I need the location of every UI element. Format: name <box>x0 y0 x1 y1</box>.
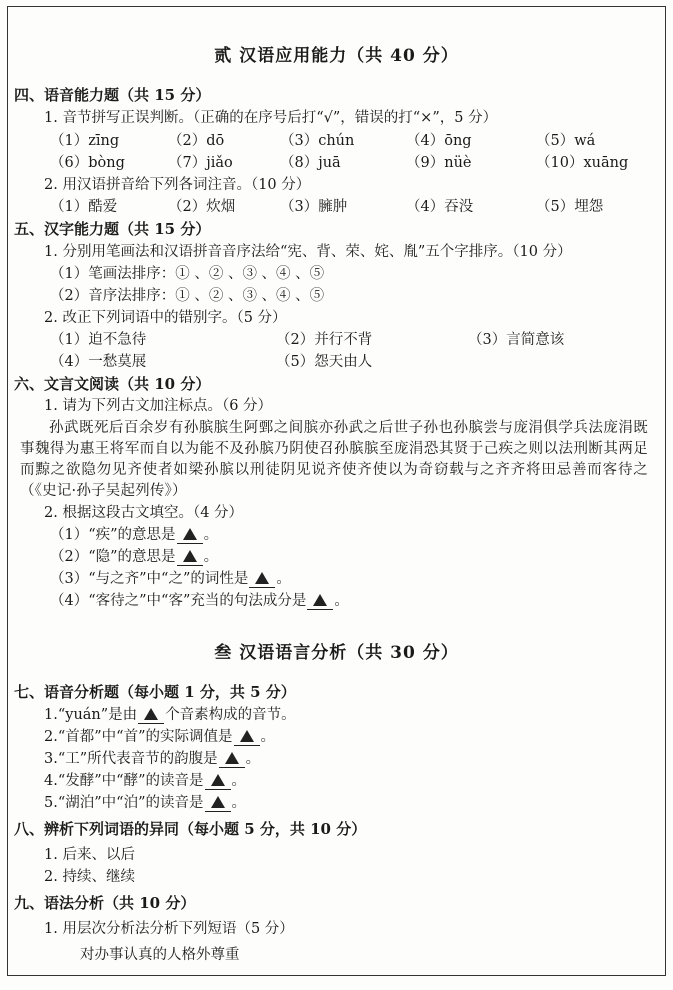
answer-blank[interactable] <box>205 795 231 812</box>
part3-title: 叁 汉语语言分析（共 30 分） <box>214 643 459 663</box>
fill-prompt: 5.“湖泊”中“泊”的读音是 <box>44 795 204 811</box>
fill-suffix: 个音素构成的音节。 <box>165 707 296 723</box>
triangle-icon <box>255 572 269 584</box>
s8-item: 1. 后来、以后 <box>44 847 135 863</box>
s9-phrase: 对办事认真的人格外尊重 <box>80 947 240 963</box>
s4-q1-item: （10）xuāng <box>536 155 629 171</box>
answer-blank[interactable] <box>219 751 245 768</box>
fill-prompt: 4.“发酵”中“酵”的读音是 <box>44 773 204 789</box>
s8-item: 2. 持续、继续 <box>44 869 135 885</box>
s7-item <box>44 705 296 725</box>
fill-suffix: 。 <box>231 773 246 789</box>
s5-q1-stroke-order: （1）笔画法排序：① 、② 、③ 、④ 、⑤ <box>50 266 325 282</box>
section4-heading: 四、语音能力题（共 15 分） <box>14 86 211 104</box>
s5-q1-prompt: 1. 分别用笔画法和汉语拼音音序法给“宪、背、荣、姹、胤”五个字排序。（10 分） <box>44 244 572 260</box>
fill-prompt: 3.“工”所代表音节的韵腹是 <box>44 751 218 767</box>
fill-suffix: 。 <box>260 729 275 745</box>
fill-prompt: （3）“与之齐”中“之”的词性是 <box>50 571 249 587</box>
s4-q1-item: （7）jiǎo <box>168 155 233 171</box>
s4-q2-item: （3）臃肿 <box>280 199 348 215</box>
s4-q1-item: （5）wá <box>536 133 596 149</box>
s6-q2-item <box>50 591 349 611</box>
s5-q1-pinyin-order: （2）音序法排序：① 、② 、③ 、④ 、⑤ <box>50 288 325 304</box>
s5-q2-item: （1）迫不急待 <box>50 332 147 348</box>
s7-item <box>44 771 246 791</box>
answer-blank[interactable] <box>177 549 203 566</box>
s4-q1-item: （8）juā <box>280 155 341 171</box>
fill-prompt: （1）“疾”的意思是 <box>50 527 176 543</box>
fill-prompt: 1.“yuán”是由 <box>44 707 138 723</box>
s4-q2-prompt: 2. 用汉语拼音给下列各词注音。（10 分） <box>44 177 311 193</box>
s5-q2-item: （5）怨天由人 <box>276 354 373 370</box>
s4-q2-item: （5）埋怨 <box>536 199 604 215</box>
s5-q2-prompt: 2. 改正下列词语中的错别字。（5 分） <box>44 310 287 326</box>
fill-prompt: （2）“隐”的意思是 <box>50 549 176 565</box>
fill-suffix: 。 <box>203 527 219 543</box>
exam-page <box>7 6 666 976</box>
fill-suffix: 。 <box>203 549 219 565</box>
s6-q2-item <box>50 547 218 567</box>
answer-blank[interactable] <box>249 571 275 588</box>
s4-q1-item: （6）bòng <box>50 155 125 171</box>
classical-passage: 孙武既死后百余岁有孙膑膑生阿鄄之间膑亦孙武之后世子孙也孙膑尝与庞涓俱学兵法庞涓既事魏得为惠王将军而自以为能不及孙膑乃阴使召孙膑膑至庞涓恐其贤于己疾之则以法刑断其两足而黥之欲隐勿见齐使者如梁孙膑以刑徒阴见说齐使齐使以为奇窃载与之齐齐将田忌善而客待之（《史记·孙子吴起列传》） <box>20 420 648 499</box>
s5-q2-item: （3）言简意该 <box>468 332 565 348</box>
s4-q1-item: （4）ōng <box>406 133 472 149</box>
s6-q2-item <box>50 569 291 589</box>
fill-suffix: 。 <box>334 593 349 609</box>
triangle-icon <box>144 708 158 720</box>
fill-prompt: 2.“首都”中“首”的实际调值是 <box>44 729 233 745</box>
section9-heading: 九、语法分析（共 10 分） <box>14 894 196 912</box>
triangle-icon <box>183 528 197 540</box>
s6-q2-item <box>50 525 218 545</box>
s4-q2-item: （4）吞没 <box>406 199 474 215</box>
section7-heading: 七、语音分析题（每小题 1 分，共 5 分） <box>14 683 296 701</box>
triangle-icon <box>240 730 254 742</box>
s7-item <box>44 793 246 813</box>
fill-suffix: 。 <box>276 571 291 587</box>
triangle-icon <box>313 594 327 606</box>
s4-q2-item: （2）炊烟 <box>168 199 236 215</box>
section5-heading: 五、汉字能力题（共 15 分） <box>14 220 211 238</box>
s4-q1-item: （9）nüè <box>406 155 472 171</box>
answer-blank[interactable] <box>307 593 333 610</box>
s4-q1-item: （1）zīng <box>50 133 120 149</box>
s4-q1-item: （3）chún <box>280 133 355 149</box>
s4-q2-item: （1）酷爱 <box>50 199 118 215</box>
fill-suffix: 。 <box>245 751 261 767</box>
s4-q1-prompt: 1. 音节拼写正误判断。（正确的在序号后打“√”，错误的打“×”，5 分） <box>44 110 498 126</box>
part2-title: 贰 汉语应用能力（共 40 分） <box>214 46 459 66</box>
s5-q2-item: （4）一愁莫展 <box>50 354 147 370</box>
triangle-icon <box>211 796 225 808</box>
s7-item <box>44 727 275 747</box>
s6-q1-prompt: 1. 请为下列古文加注标点。（6 分） <box>44 398 273 414</box>
answer-blank[interactable] <box>234 729 260 746</box>
fill-prompt: （4）“客待之”中“客”充当的句法成分是 <box>50 593 307 609</box>
s7-item <box>44 749 260 769</box>
triangle-icon <box>211 774 225 786</box>
section8-heading: 八、辨析下列词语的异同（每小题 5 分，共 10 分） <box>14 820 367 838</box>
triangle-icon <box>183 550 197 562</box>
section6-heading: 六、文言文阅读（共 10 分） <box>14 375 211 393</box>
fill-suffix: 。 <box>231 795 246 811</box>
triangle-icon <box>225 752 239 764</box>
answer-blank[interactable] <box>138 707 164 724</box>
s9-q1-prompt: 1. 用层次分析法分析下列短语（5 分） <box>44 921 294 937</box>
s5-q2-item: （2）并行不背 <box>276 332 373 348</box>
s6-q2-prompt: 2. 根据这段古文填空。（4 分） <box>44 505 244 521</box>
answer-blank[interactable] <box>177 527 203 544</box>
s4-q1-item: （2）dō <box>168 133 225 149</box>
answer-blank[interactable] <box>205 773 231 790</box>
